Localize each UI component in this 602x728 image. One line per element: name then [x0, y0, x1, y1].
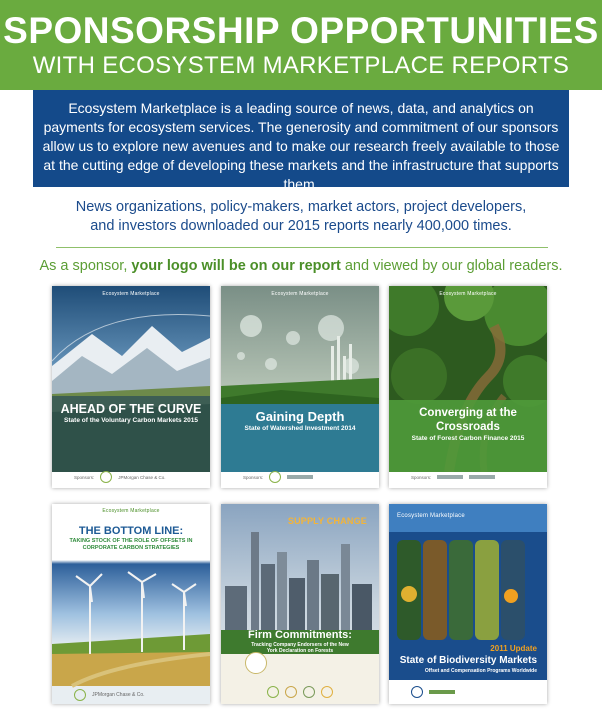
cover-sponsor-footer [221, 466, 379, 488]
report-cover-watershed-2014[interactable] [221, 286, 379, 488]
sponsor-logo-icon [303, 686, 315, 698]
cover-title-band [52, 398, 210, 472]
cover-sponsor-footer [389, 680, 547, 704]
cover-sponsor-footer [52, 466, 210, 488]
cover-subtitle: State of the Voluntary Carbon Markets 2015 [64, 417, 198, 424]
update-badge: 2011 Update [490, 644, 537, 653]
sponsor-logo-icon [100, 471, 112, 483]
header-banner [0, 0, 602, 90]
cover-sponsor-footer [221, 680, 379, 704]
cover-subtitle: State of Forest Carbon Finance 2015 [411, 435, 525, 442]
sponsor-logo-icon [437, 475, 463, 479]
sponsor-logo-icon [287, 475, 313, 479]
report-cover-firm-commitments[interactable] [221, 504, 379, 704]
footer-label: Sponsors: [411, 474, 432, 480]
cover-sponsor-footer [389, 466, 547, 488]
report-cover-bottom-line[interactable] [52, 504, 210, 704]
cover-sponsor-footer [52, 686, 210, 704]
sponsor-line [0, 258, 602, 274]
report-cover-forest-2015[interactable] [389, 286, 547, 488]
city-skyline-image [221, 504, 379, 704]
cover-title: State of Biodiversity Markets [399, 655, 537, 666]
sponsor-logo-icon [321, 686, 333, 698]
footer-sponsor: JPMorgan Chase & Co. [118, 474, 166, 480]
cover-title-band [389, 654, 547, 680]
cover-subtitle: State of Watershed Investment 2014 [244, 425, 356, 432]
page-title: SPONSORSHIP OPPORTUNITIES [3, 10, 599, 51]
report-cover-biodiversity-2011[interactable] [389, 504, 547, 704]
cover-title: THE BOTTOM LINE: [78, 525, 184, 537]
cover-subtitle: Offset and Compensation Programs Worldwide [424, 668, 537, 674]
divider [56, 247, 548, 248]
cover-title: Converging at the Crossroads [419, 407, 517, 433]
sponsor-logo-icon [285, 686, 297, 698]
cover-title: AHEAD OF THE CURVE [60, 402, 202, 416]
seal-icon [245, 652, 267, 674]
sponsor-logo-icon [74, 689, 86, 701]
cover-brand: Ecosystem Marketplace [102, 291, 160, 297]
cover-brand: Ecosystem Marketplace [397, 513, 465, 519]
intro-box [33, 90, 569, 192]
cover-title-band [52, 518, 210, 568]
cover-title-band [221, 404, 379, 472]
cover-brand: Ecosystem Marketplace [439, 291, 497, 297]
cover-brand: Ecosystem Marketplace [102, 508, 160, 514]
intro-text: Ecosystem Marketplace is a leading source of news, data, and analytics on payments for ecosystem services. The generosity and commitment of our sponsors allow us to explore new avenues and to make our research freely available to those at the cutting edge of developing these markets and the infrastructure that supports them. [42, 100, 560, 192]
footer-label: Sponsors: [243, 474, 264, 480]
sponsor-logo-icon [267, 686, 279, 698]
sponsor-logo-icon [429, 690, 455, 694]
cover-brand: SUPPLY CHANGE [287, 516, 367, 526]
footer-label: Sponsors: [74, 474, 95, 480]
cover-subtitle: Tracking Company Endorsers of the New York Declaration on Forests [251, 642, 349, 654]
cover-title: Firm Commitments: [248, 629, 352, 641]
cover-subtitle: TAKING STOCK OF THE ROLE OF OFFSETS IN CORPORATE CARBON STRATEGIES [69, 538, 193, 551]
sponsor-pre: As a sponsor, [39, 258, 132, 274]
download-stat [0, 198, 602, 236]
sponsor-post: and viewed by our global readers. [340, 258, 563, 274]
cover-brand: Ecosystem Marketplace [271, 291, 329, 297]
footer-sponsor: JPMorgan Chase & Co. [92, 692, 145, 698]
sponsor-logo-icon [269, 471, 281, 483]
report-cover-carbon-2015[interactable] [52, 286, 210, 488]
cover-title-band [389, 400, 547, 472]
stat-line-2: and investors downloaded our 2015 reports nearly 400,000 times. [90, 218, 512, 234]
stat-line-1: News organizations, policy-makers, market actors, project developers, [75, 199, 527, 215]
sponsor-logo-icon [411, 686, 423, 698]
cover-title-band [221, 626, 379, 656]
sponsor-logo-icon [469, 475, 495, 479]
page-subtitle: WITH ECOSYSTEM MARKETPLACE REPORTS [32, 52, 570, 79]
sponsor-bold: your logo will be on our report [131, 258, 341, 274]
cover-title: Gaining Depth [255, 409, 345, 424]
